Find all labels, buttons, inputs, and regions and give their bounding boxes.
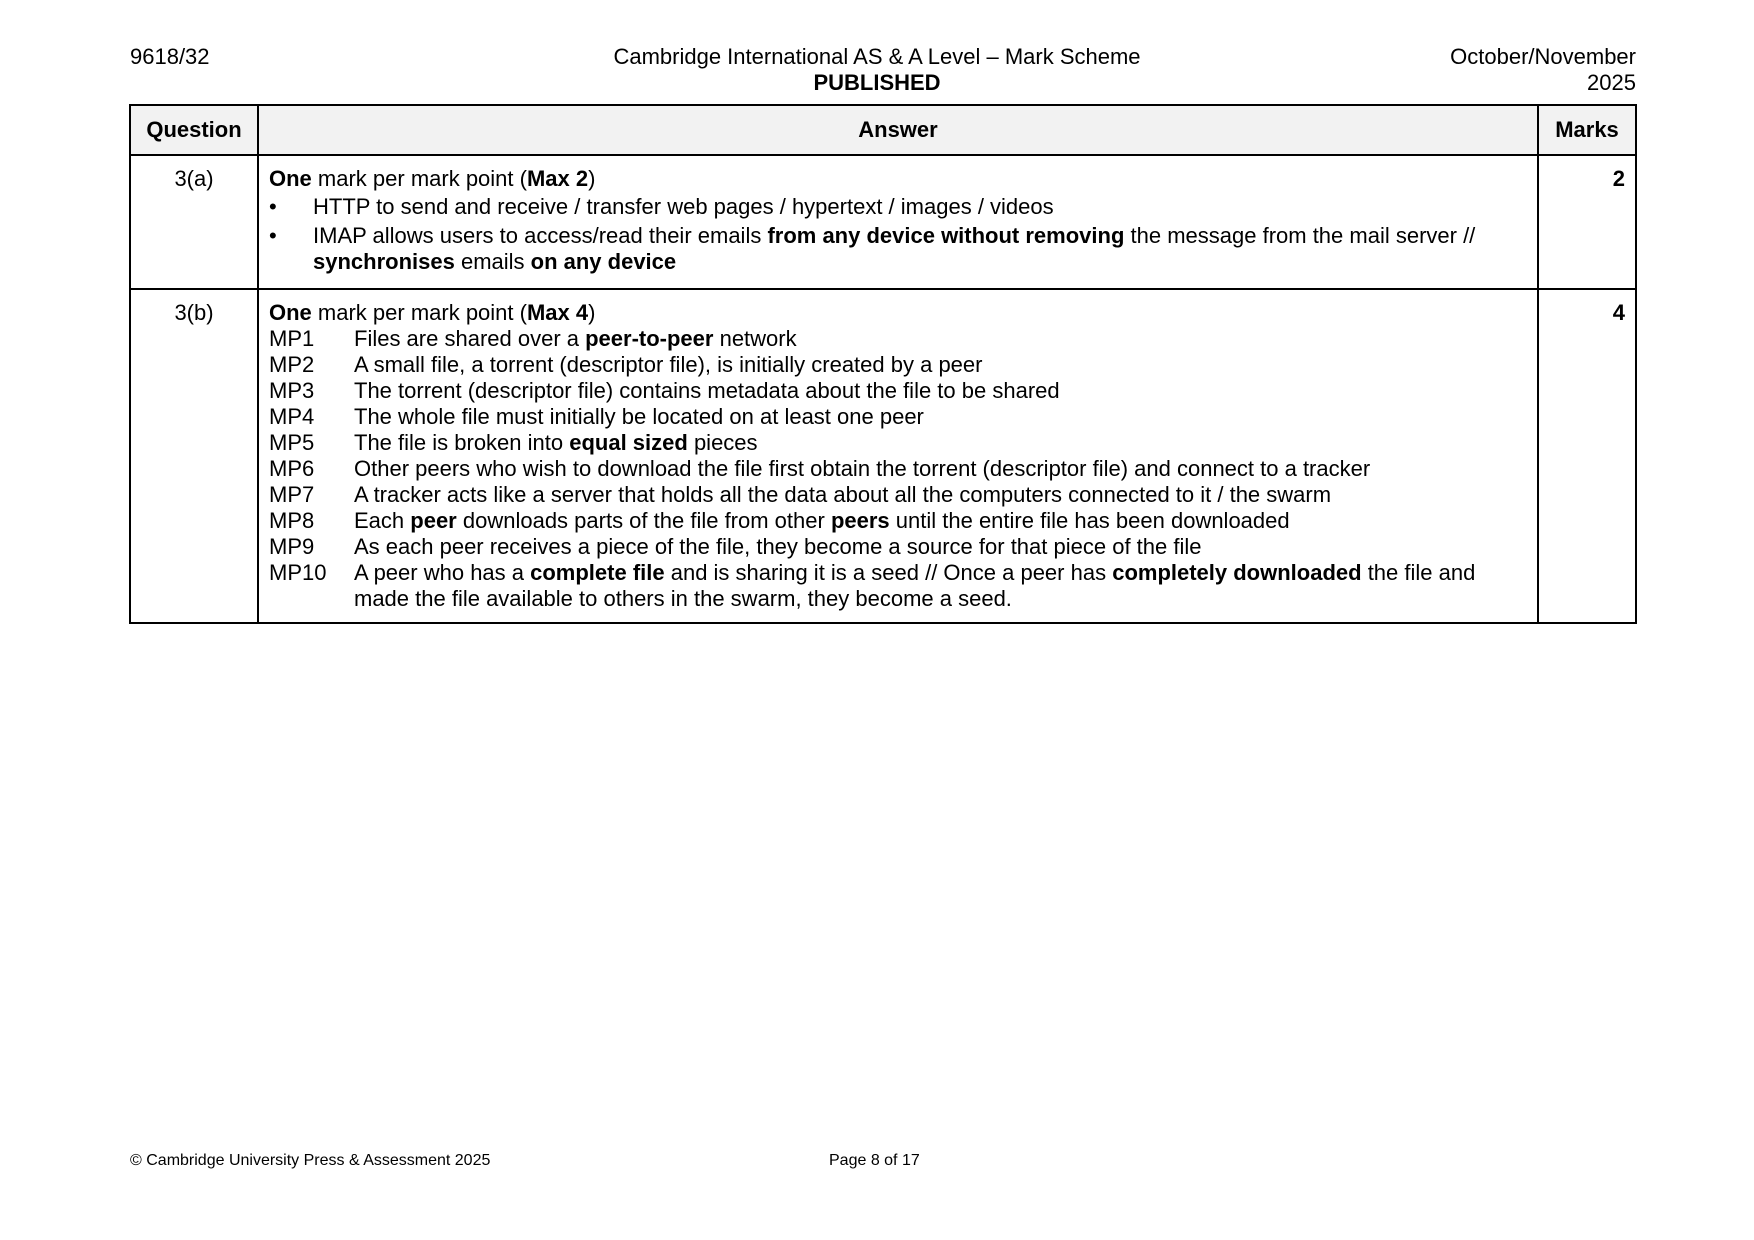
- mark-point-text: Other peers who wish to download the file first obtain the torrent (descriptor file) and connect to a tracker: [354, 456, 1371, 481]
- mark-point-label: MP7: [269, 482, 315, 507]
- mark-point-segment: A peer who has a: [354, 560, 531, 585]
- mark-point-row: [269, 456, 1529, 482]
- bullet-text: the message from the mail server //: [1124, 223, 1476, 248]
- question-number: 3(a): [130, 155, 258, 289]
- instruction-text-end: ): [588, 166, 596, 191]
- copyright-notice: © Cambridge University Press & Assessment 2025: [130, 1152, 491, 1169]
- instruction-emphasis: One: [269, 166, 312, 191]
- mark-point-segment: the file and made the file available to others in the swarm, they become a seed.: [354, 560, 1476, 611]
- mark-point-segment: network: [713, 326, 797, 351]
- exam-session-months: October/November: [1450, 44, 1636, 69]
- mark-point-label: MP5: [269, 430, 315, 455]
- mark-point-label: MP1: [269, 326, 315, 351]
- max-marks-label: Max 2: [526, 166, 589, 191]
- document-title: Cambridge International AS & A Level – Mark Scheme: [613, 44, 1141, 69]
- mark-point-emphasis: peer: [410, 508, 457, 533]
- bullet-text: IMAP allows users to access/read their emails: [313, 223, 768, 248]
- mark-point-label: MP6: [269, 456, 315, 481]
- bullet-emphasis: from any device without removing: [767, 223, 1125, 248]
- mark-point-row: [269, 508, 1529, 534]
- mark-point-row: [269, 378, 1529, 404]
- answer-cell: [258, 155, 1538, 289]
- marks-value: 2: [1538, 155, 1636, 289]
- marks-column-header: Marks: [1538, 105, 1636, 155]
- mark-point-segment: and is sharing it is a seed // Once a peer has: [664, 560, 1113, 585]
- mark-point-label: MP10: [269, 560, 327, 585]
- mark-scheme-table: [129, 104, 1637, 624]
- mark-point-text: [354, 508, 1529, 534]
- marks-value: 4: [1538, 289, 1636, 623]
- mark-point-emphasis: completely downloaded: [1112, 560, 1362, 585]
- mark-point-segment: downloads parts of the file from other: [456, 508, 831, 533]
- mark-point-instruction: [269, 166, 1529, 192]
- list-item: [269, 194, 1529, 220]
- answer-column-header: Answer: [258, 105, 1538, 155]
- mark-point-text: The whole file must initially be located on at least one peer: [354, 404, 924, 429]
- mark-point-label: MP4: [269, 404, 315, 429]
- mark-point-segment: Files are shared over a: [354, 326, 586, 351]
- mark-point-text: A small file, a torrent (descriptor file), is initially created by a peer: [354, 352, 983, 377]
- page-number: Page 8 of 17: [829, 1152, 920, 1169]
- mark-point-segment: until the entire file has been downloaded: [889, 508, 1290, 533]
- mark-point-emphasis: complete file: [530, 560, 665, 585]
- mark-point-label: MP2: [269, 352, 315, 377]
- question-number: 3(b): [130, 289, 258, 623]
- answer-bullet-list: [269, 194, 1529, 275]
- mark-point-row: [269, 326, 1529, 352]
- mark-point-text: A tracker acts like a server that holds all the data about all the computers connected to it / the swarm: [354, 482, 1332, 507]
- max-marks-label: Max 4: [526, 300, 589, 325]
- mark-point-row: [269, 482, 1529, 508]
- mark-point-label: MP3: [269, 378, 315, 403]
- exam-session-year: 2025: [1587, 70, 1636, 95]
- bullet-emphasis: synchronises: [313, 249, 455, 274]
- mark-point-row: [269, 560, 1529, 612]
- mark-point-text: The torrent (descriptor file) contains metadata about the file to be shared: [354, 378, 1060, 403]
- table-row: [130, 155, 1636, 289]
- instruction-text: mark per mark point (: [311, 166, 527, 191]
- mark-point-text: As each peer receives a piece of the file, they become a source for that piece of the file: [354, 534, 1202, 559]
- mark-point-instruction: [269, 300, 1529, 326]
- instruction-text-end: ): [588, 300, 596, 325]
- list-item: [269, 223, 1529, 275]
- question-column-header: Question: [130, 105, 258, 155]
- exam-session: [1450, 44, 1636, 96]
- bullet-emphasis: on any device: [530, 249, 677, 274]
- instruction-text: mark per mark point (: [311, 300, 527, 325]
- mark-point-segment: The file is broken into: [354, 430, 570, 455]
- paper-code: 9618/32: [130, 44, 210, 69]
- mark-point-label: MP8: [269, 508, 315, 533]
- mark-point-segment: pieces: [687, 430, 758, 455]
- mark-point-text: [354, 430, 1529, 456]
- mark-point-row: [269, 430, 1529, 456]
- mark-point-row: [269, 404, 1529, 430]
- table-header-row: [130, 105, 1636, 155]
- mark-point-text: [354, 326, 1529, 352]
- mark-point-emphasis: equal sized: [569, 430, 688, 455]
- published-label: PUBLISHED: [813, 70, 941, 95]
- mark-point-text: [354, 560, 1529, 612]
- bullet-icon: •: [269, 194, 277, 219]
- bullet-text: emails: [454, 249, 531, 274]
- mark-point-emphasis: peers: [830, 508, 890, 533]
- mark-point-emphasis: peer-to-peer: [585, 326, 714, 351]
- mark-point-row: [269, 352, 1529, 378]
- bullet-text: HTTP to send and receive / transfer web pages / hypertext / images / videos: [313, 194, 1054, 219]
- bullet-icon: •: [269, 223, 277, 248]
- answer-cell: [258, 289, 1538, 623]
- mark-point-segment: Each: [354, 508, 411, 533]
- mark-point-row: [269, 534, 1529, 560]
- instruction-emphasis: One: [269, 300, 312, 325]
- table-row: [130, 289, 1636, 623]
- mark-point-label: MP9: [269, 534, 315, 559]
